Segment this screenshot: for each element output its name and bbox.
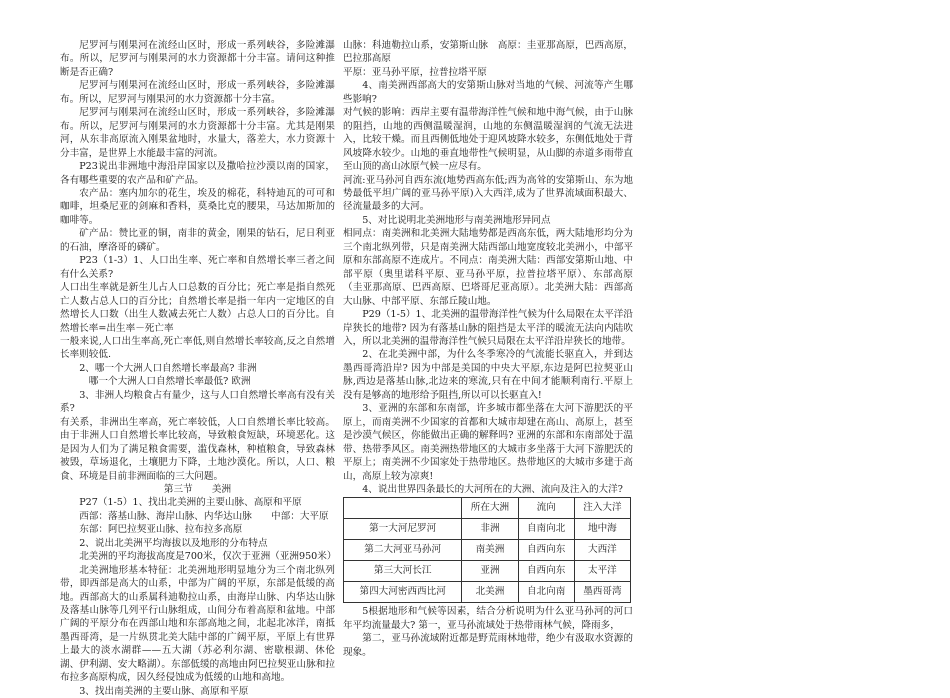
paragraph: 尼罗河与刚果河在流经山区时，形成一系列峡谷，多险滩瀑布。所以，尼罗河与刚果河的水力资源都十分丰富。请问这种推断是否正确? — [60, 40, 335, 78]
paragraph: 尼罗河与刚果河在流经山区时，形成一系列峡谷，多险滩瀑布。所以，尼罗河与刚果河的水力资源都十分丰富。尤其是刚果河，从东非高原流入刚果盆地时，水量大，落差大，水力资源十分丰富，是世界上水能最丰富的河流。 — [60, 107, 335, 159]
answer: 东部：阿巴拉契亚山脉、拉布拉多高原 — [79, 524, 243, 536]
table-cell: 第四大河密西西比河 — [344, 582, 462, 603]
answer: 平原：亚马孙平原，拉普拉塔平原 — [343, 66, 487, 78]
table-cell: 太平洋 — [574, 561, 630, 582]
answer: 对气候的影响：西岸主要有温带海洋性气候和地中海气候，由于山脉的阻挡，山地的西侧温暖湿润，山地的东侧温暖湿润的气流无法进入，比较干燥。而且西侧低地处于迎风坡降水较多，东侧低地处于背风坡降水较少。山地的垂直地带性气候明显，从山脚的赤道多雨带直至山顶的高山冰原气候一应尽有。 — [343, 107, 633, 173]
paragraph: 农产品：塞内加尔的花生，埃及的棉花，科特迪瓦的可可和咖啡，坦桑尼亚的剑麻和香料，莫桑比克的腰果，马达加斯加的咖啡等。 — [60, 187, 335, 226]
table-header-cell: 注入大洋 — [574, 498, 630, 519]
table-header-cell — [344, 498, 462, 519]
table-row — [344, 540, 631, 561]
question: 5、对比说明北美洲地形与南美洲地形异同点 — [362, 214, 551, 226]
table-header-row — [344, 498, 631, 519]
left-column — [60, 39, 335, 698]
table-cell: 墨西哥湾 — [574, 582, 630, 603]
answer: 西部：落基山脉、海岸山脉、内华达山脉 中部：大平原 — [79, 510, 329, 522]
table-cell: 大西洋 — [574, 540, 630, 561]
paragraph: 矿产品：赞比亚的铜，南非的黄金，刚果的钻石，尼日利亚的石油，摩洛哥的磷矿。 — [60, 228, 335, 253]
table-cell: 自北向南 — [518, 582, 574, 603]
answer: 人口出生率就是新生儿占人口总数的百分比；死亡率是指自然死亡人数占总人口的百分比；自然增长率是指一年内一定地区的自然增长人口数（出生人数减去死亡人数）占总人口的百分比。自然增长率=出生率－死亡率 — [60, 282, 335, 334]
table-cell: 第一大河尼罗河 — [344, 519, 462, 540]
table-row — [344, 519, 631, 540]
table-cell: 地中海 — [574, 519, 630, 540]
table-row — [344, 561, 631, 582]
answer: 山脉：科迪勒拉山系，安第斯山脉 高原：圭亚那高原，巴西高原，巴拉那高原 — [343, 40, 633, 65]
question: 3、非洲人均粮食占有量少，这与人口自然增长率高有没有关系? — [60, 389, 335, 415]
section-heading: 第三节 美洲 — [163, 483, 232, 495]
table-header-cell: 流向 — [518, 498, 574, 519]
answer: 一般来说,人口出生率高,死亡率低,则自然增长率较高,反之自然增长率则较低. — [60, 335, 335, 361]
table-cell: 自南向北 — [518, 519, 574, 540]
right-column — [343, 39, 633, 659]
table-cell: 北美洲 — [462, 582, 518, 603]
answer: 有关系，非洲出生率高，死亡率较低，人口自然增长率比较高。由于非洲人口自然增长率比较高，导致粮食短缺，环境恶化。这是因为人们为了满足粮食需要，滥伐森林，种植粮食，导致森林被毁，草场退化，土壤肥力下降，土地沙漠化。所以，人口、粮食、环境是目前非洲面临的三大问题。 — [60, 416, 335, 482]
table-row — [344, 582, 631, 603]
paragraph: 尼罗河与刚果河在流经山区时，形成一系列峡谷，多险滩瀑布。所以，尼罗河与刚果河的水力资源都十分丰富。 — [60, 80, 335, 105]
answer: 河流:亚马孙河自西东流(地势西高东低;西为高耸的安第斯山、东为地势最低平坦广阔的亚马孙平原)入大西洋,成为了世界流域面积最大、径流量最多的大河。 — [343, 174, 633, 213]
table-cell: 非洲 — [462, 519, 518, 540]
answer: 北美洲地形基本特征：北美洲地形明显地分为三个南北纵列带，即西部是高大的山系，中部为广阔的平原，东部是低缓的高地。西部高大的山系属科迪勒拉山系，由海岸山脉、内华达山脉及落基山脉等几列平行山脉组成，山间分布着高原和盆地。中部广阔的平原分布在西部山地和东部高地之间，北起北冰洋，南抵墨西哥湾，是一片纵贯北美大陆中部的广阔平原，平原上有世界上最大的淡水湖群——五大湖（苏必利尔湖、密歇根湖、休伦湖、伊利湖、安大略湖）。东部低缓的高地由阿巴拉契亚山脉和拉布拉多高原构成，因久经侵蚀成为低缓的山地和高地。 — [60, 564, 335, 684]
question: P29（1-5）1、北美洲的温带海洋性气候为什么局限在太平洋沿岸狭长的地带? 因为有落基山脉的阻挡是太平洋的暖流无法向内陆吹入，所以北美洲的温带海洋性气候只局限在太平洋沿岸狭长的地带。 — [343, 309, 633, 347]
question: 4、说出世界四条最长的大河所在的大洲、流向及注入的大洋? — [362, 483, 623, 495]
question: P27（1-5）1、找出北美洲的主要山脉、高原和平原 — [79, 497, 302, 509]
question: 5根据地形和气候等因素，结合分析说明为什么亚马孙河的河口年平均流量最大? 第一，亚马孙流域处于热带雨林气候，降雨多， — [343, 606, 633, 631]
question: 2、哪一个大洲人口自然增长率最高? 非洲 — [79, 362, 257, 374]
rivers-table — [343, 497, 631, 603]
table-cell: 南美洲 — [462, 540, 518, 561]
question: 2、说出北美洲平均海拔以及地形的分布特点 — [79, 537, 268, 549]
question: 哪一个大洲人口自然增长率最低? 欧洲 — [88, 376, 251, 388]
table-header-cell: 所在大洲 — [462, 498, 518, 519]
paragraph: P23说出非洲地中海沿岸国家以及撒哈拉沙漠以南的国家，各有哪些重要的农产品和矿产品。 — [60, 161, 335, 186]
table-cell: 亚洲 — [462, 561, 518, 582]
question: 3、找出南美洲的主要山脉、高原和平原 — [79, 685, 249, 697]
question: 3、亚洲的东部和东南部，许多城市都坐落在大河下游肥沃的平原上，而南美洲不少国家的首都和大城市却建在高山、高原上，甚至是沙漠气候区，你能做出正确的解释吗? 亚洲的东部和东南部处于温带、热带季风区。南美洲热带地区的大城市多坐落于大河下游肥沃的平原上；南美洲不少国家处于热带地区。热带地区的大城市多建于高山，高原上较为凉爽! — [343, 403, 633, 482]
table-cell: 自西向东 — [518, 540, 574, 561]
answer: 相同点：南美洲和北美洲大陆地势都是西高东低，两大陆地形均分为三个南北纵列带，只是南美洲大陆西部山地宽度较北美洲小，中部平原和东部高原不连成片。不同点：南美洲大陆：西部安第斯山地、中部平原（奥里诺科平原、亚马孙平原，拉普拉塔平原）、东部高原（圭亚那高原、巴西高原、巴塔哥尼亚高原）。北美洲大陆：西部高大山脉、中部平原、东部丘陵山地。 — [343, 228, 633, 307]
table-cell: 第三大河长江 — [344, 561, 462, 582]
answer: 第二，亚马孙流域附近都是野荒雨林地带，绝少有汲取水资源的现象。 — [343, 633, 633, 658]
table-cell: 自西向东 — [518, 561, 574, 582]
question: P23（1-3）1、人口出生率、死亡率和自然增长率三者之间有什么关系? — [60, 255, 335, 280]
answer: 北美洲的平均海拔高度是700米，仅次于亚洲（亚洲950米） — [79, 551, 337, 563]
question: 2、在北美洲中部，为什么冬季寒冷的气流能长驱直入，并到达墨西哥湾沿岸? 因为中部是美国的中央大平原,东边是阿巴拉契亚山脉,西边是落基山脉,北边来的寒流,只有在中间才能顺利南行.平原上没有是够高的地形给予阻挡,所以可以长驱直入! — [343, 349, 633, 401]
question: 4、南美洲西部高大的安第斯山脉对当地的气候、河流等产生哪些影响? — [343, 80, 633, 105]
table-cell: 第二大河亚马孙河 — [344, 540, 462, 561]
